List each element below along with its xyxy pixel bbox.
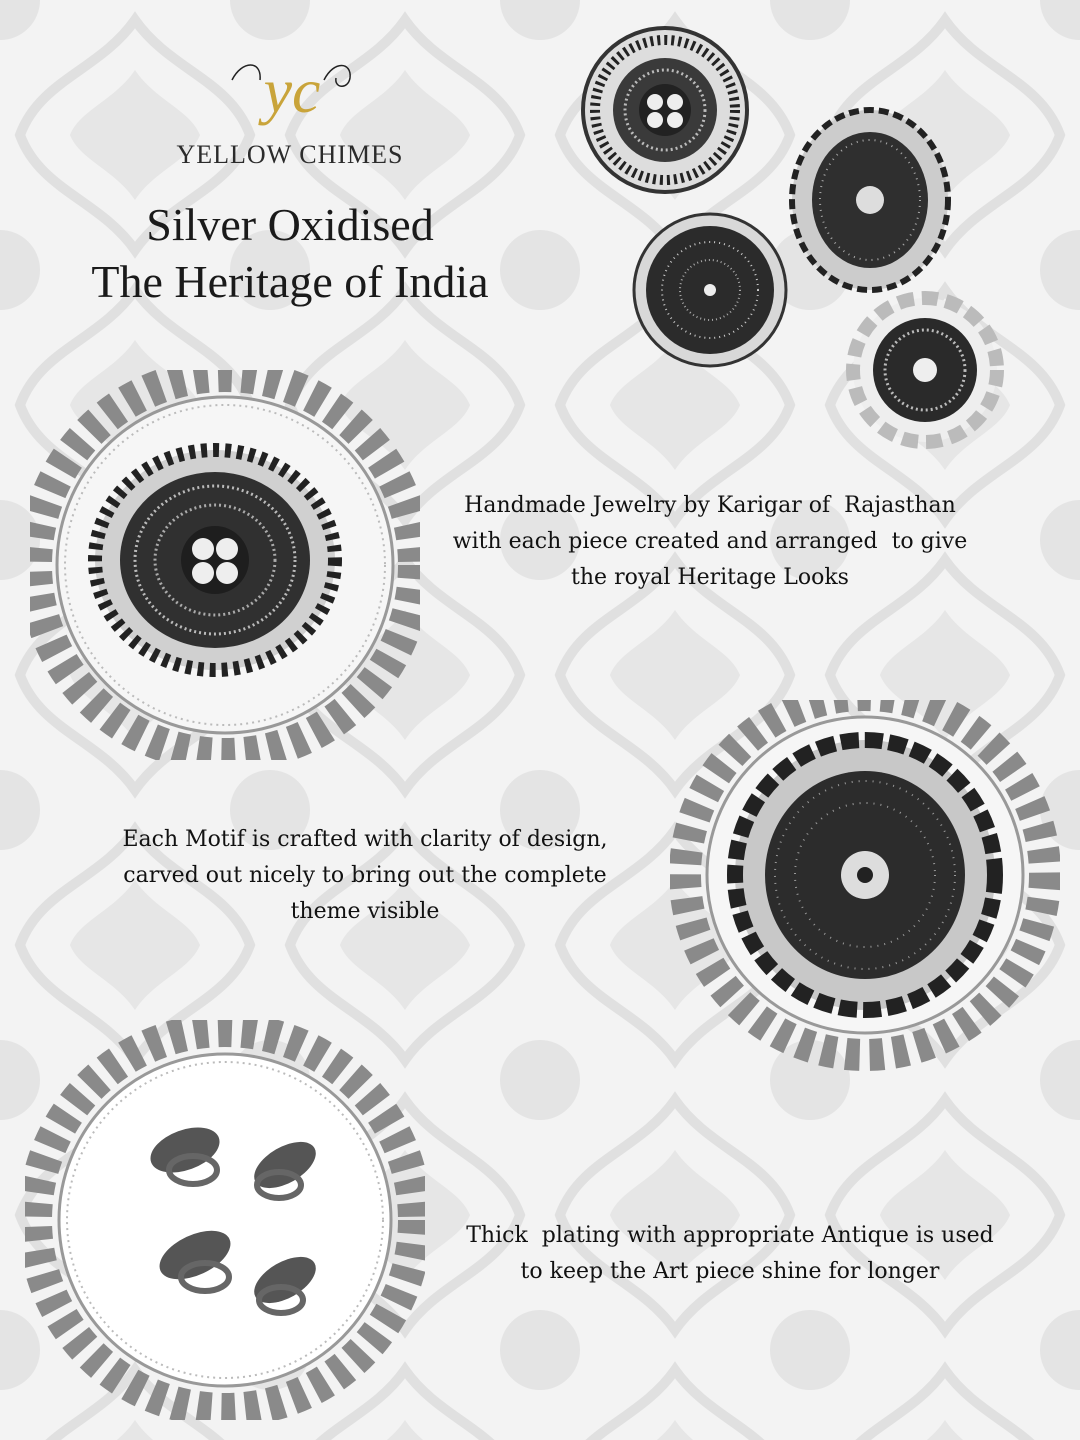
ring-sunburst-small — [792, 110, 948, 290]
brand-logo-monogram — [222, 50, 362, 140]
sunburst-ring-medallion-image — [670, 700, 1060, 1090]
headline-line-1: Silver Oxidised — [146, 199, 434, 250]
brand-name: YELLOW CHIMES — [176, 140, 404, 169]
dotted-ring-medallion-image — [30, 370, 420, 760]
feature-1-line-3: the royal Heritage Looks — [571, 565, 849, 590]
headline-line-2: The Heritage of India — [91, 256, 489, 307]
feature-text-handmade — [400, 488, 1020, 596]
feature-3-line-2: to keep the Art piece shine for longer — [520, 1259, 940, 1284]
ring-set-medallion-image — [25, 1020, 425, 1420]
feature-1-line-2: with each piece created and arranged to give — [452, 529, 968, 554]
svg-text:yc: yc — [263, 55, 321, 126]
ring-round-mid — [634, 214, 786, 366]
four-ring-collage-image — [580, 20, 1020, 450]
feature-text-plating — [410, 1218, 1050, 1290]
ring-dotted-top — [583, 28, 747, 192]
feature-3-line-1: Thick plating with appropriate Antique is used — [466, 1223, 994, 1248]
feature-1-line-1: Handmade Jewelry by Karigar of Rajasthan — [464, 493, 956, 518]
feature-2-line-3: theme visible — [290, 899, 440, 924]
ring-pearl-border — [853, 298, 997, 442]
feature-2-line-1: Each Motif is crafted with clarity of design, — [122, 827, 608, 852]
feature-text-motif — [60, 822, 670, 930]
feature-2-line-2: carved out nicely to bring out the complete — [123, 863, 607, 888]
